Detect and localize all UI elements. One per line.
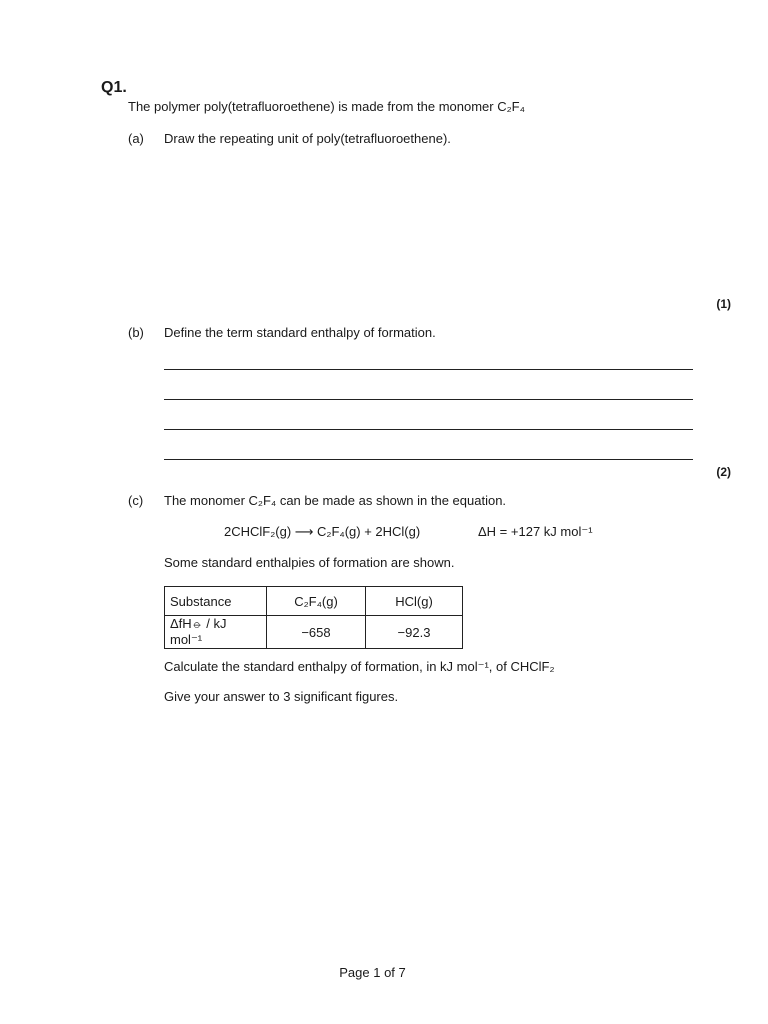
answer-line-3[interactable] xyxy=(164,429,693,430)
table-cell: −92.3 xyxy=(366,616,463,649)
answer-line-2[interactable] xyxy=(164,399,693,400)
part-c-text: The monomer C₂F₄ can be made as shown in the equation. xyxy=(164,493,507,508)
question-number: Q1. xyxy=(101,79,127,96)
part-a-marks: (1) xyxy=(716,297,731,311)
table-intro: Some standard enthalpies of formation are shown. xyxy=(164,555,455,570)
significant-figures-instruction: Give your answer to 3 significant figures. xyxy=(164,689,399,704)
table-cell: Substance xyxy=(165,587,267,616)
table-cell: −658 xyxy=(267,616,366,649)
table-row xyxy=(165,616,463,649)
part-b-text: Define the term standard enthalpy of formation. xyxy=(164,325,436,340)
enthalpy-table xyxy=(164,586,463,649)
table-cell: C₂F₄(g) xyxy=(267,587,366,616)
question-intro: The polymer poly(tetrafluoroethene) is made from the monomer C₂F₄ xyxy=(128,99,525,114)
table-cell: ΔfH⦵ / kJ mol⁻¹ xyxy=(165,616,267,649)
chemical-equation: 2CHClF₂(g) ⟶ C₂F₄(g) + 2HCl(g) xyxy=(224,524,421,539)
page-footer: Page 1 of 7 xyxy=(339,965,406,980)
part-b-marks: (2) xyxy=(716,465,731,479)
answer-line-4[interactable] xyxy=(164,459,693,460)
table-header-row xyxy=(165,587,463,616)
enthalpy-change: ΔH = +127 kJ mol⁻¹ xyxy=(478,524,593,539)
calculate-instruction: Calculate the standard enthalpy of formation, in kJ mol⁻¹, of CHClF₂ xyxy=(164,659,555,674)
part-c-label: (c) xyxy=(128,493,144,508)
part-b-label: (b) xyxy=(128,325,144,340)
part-a-label: (a) xyxy=(128,131,144,146)
answer-line-1[interactable] xyxy=(164,369,693,370)
part-a-text: Draw the repeating unit of poly(tetrafluoroethene). xyxy=(164,131,451,146)
table-cell: HCl(g) xyxy=(366,587,463,616)
